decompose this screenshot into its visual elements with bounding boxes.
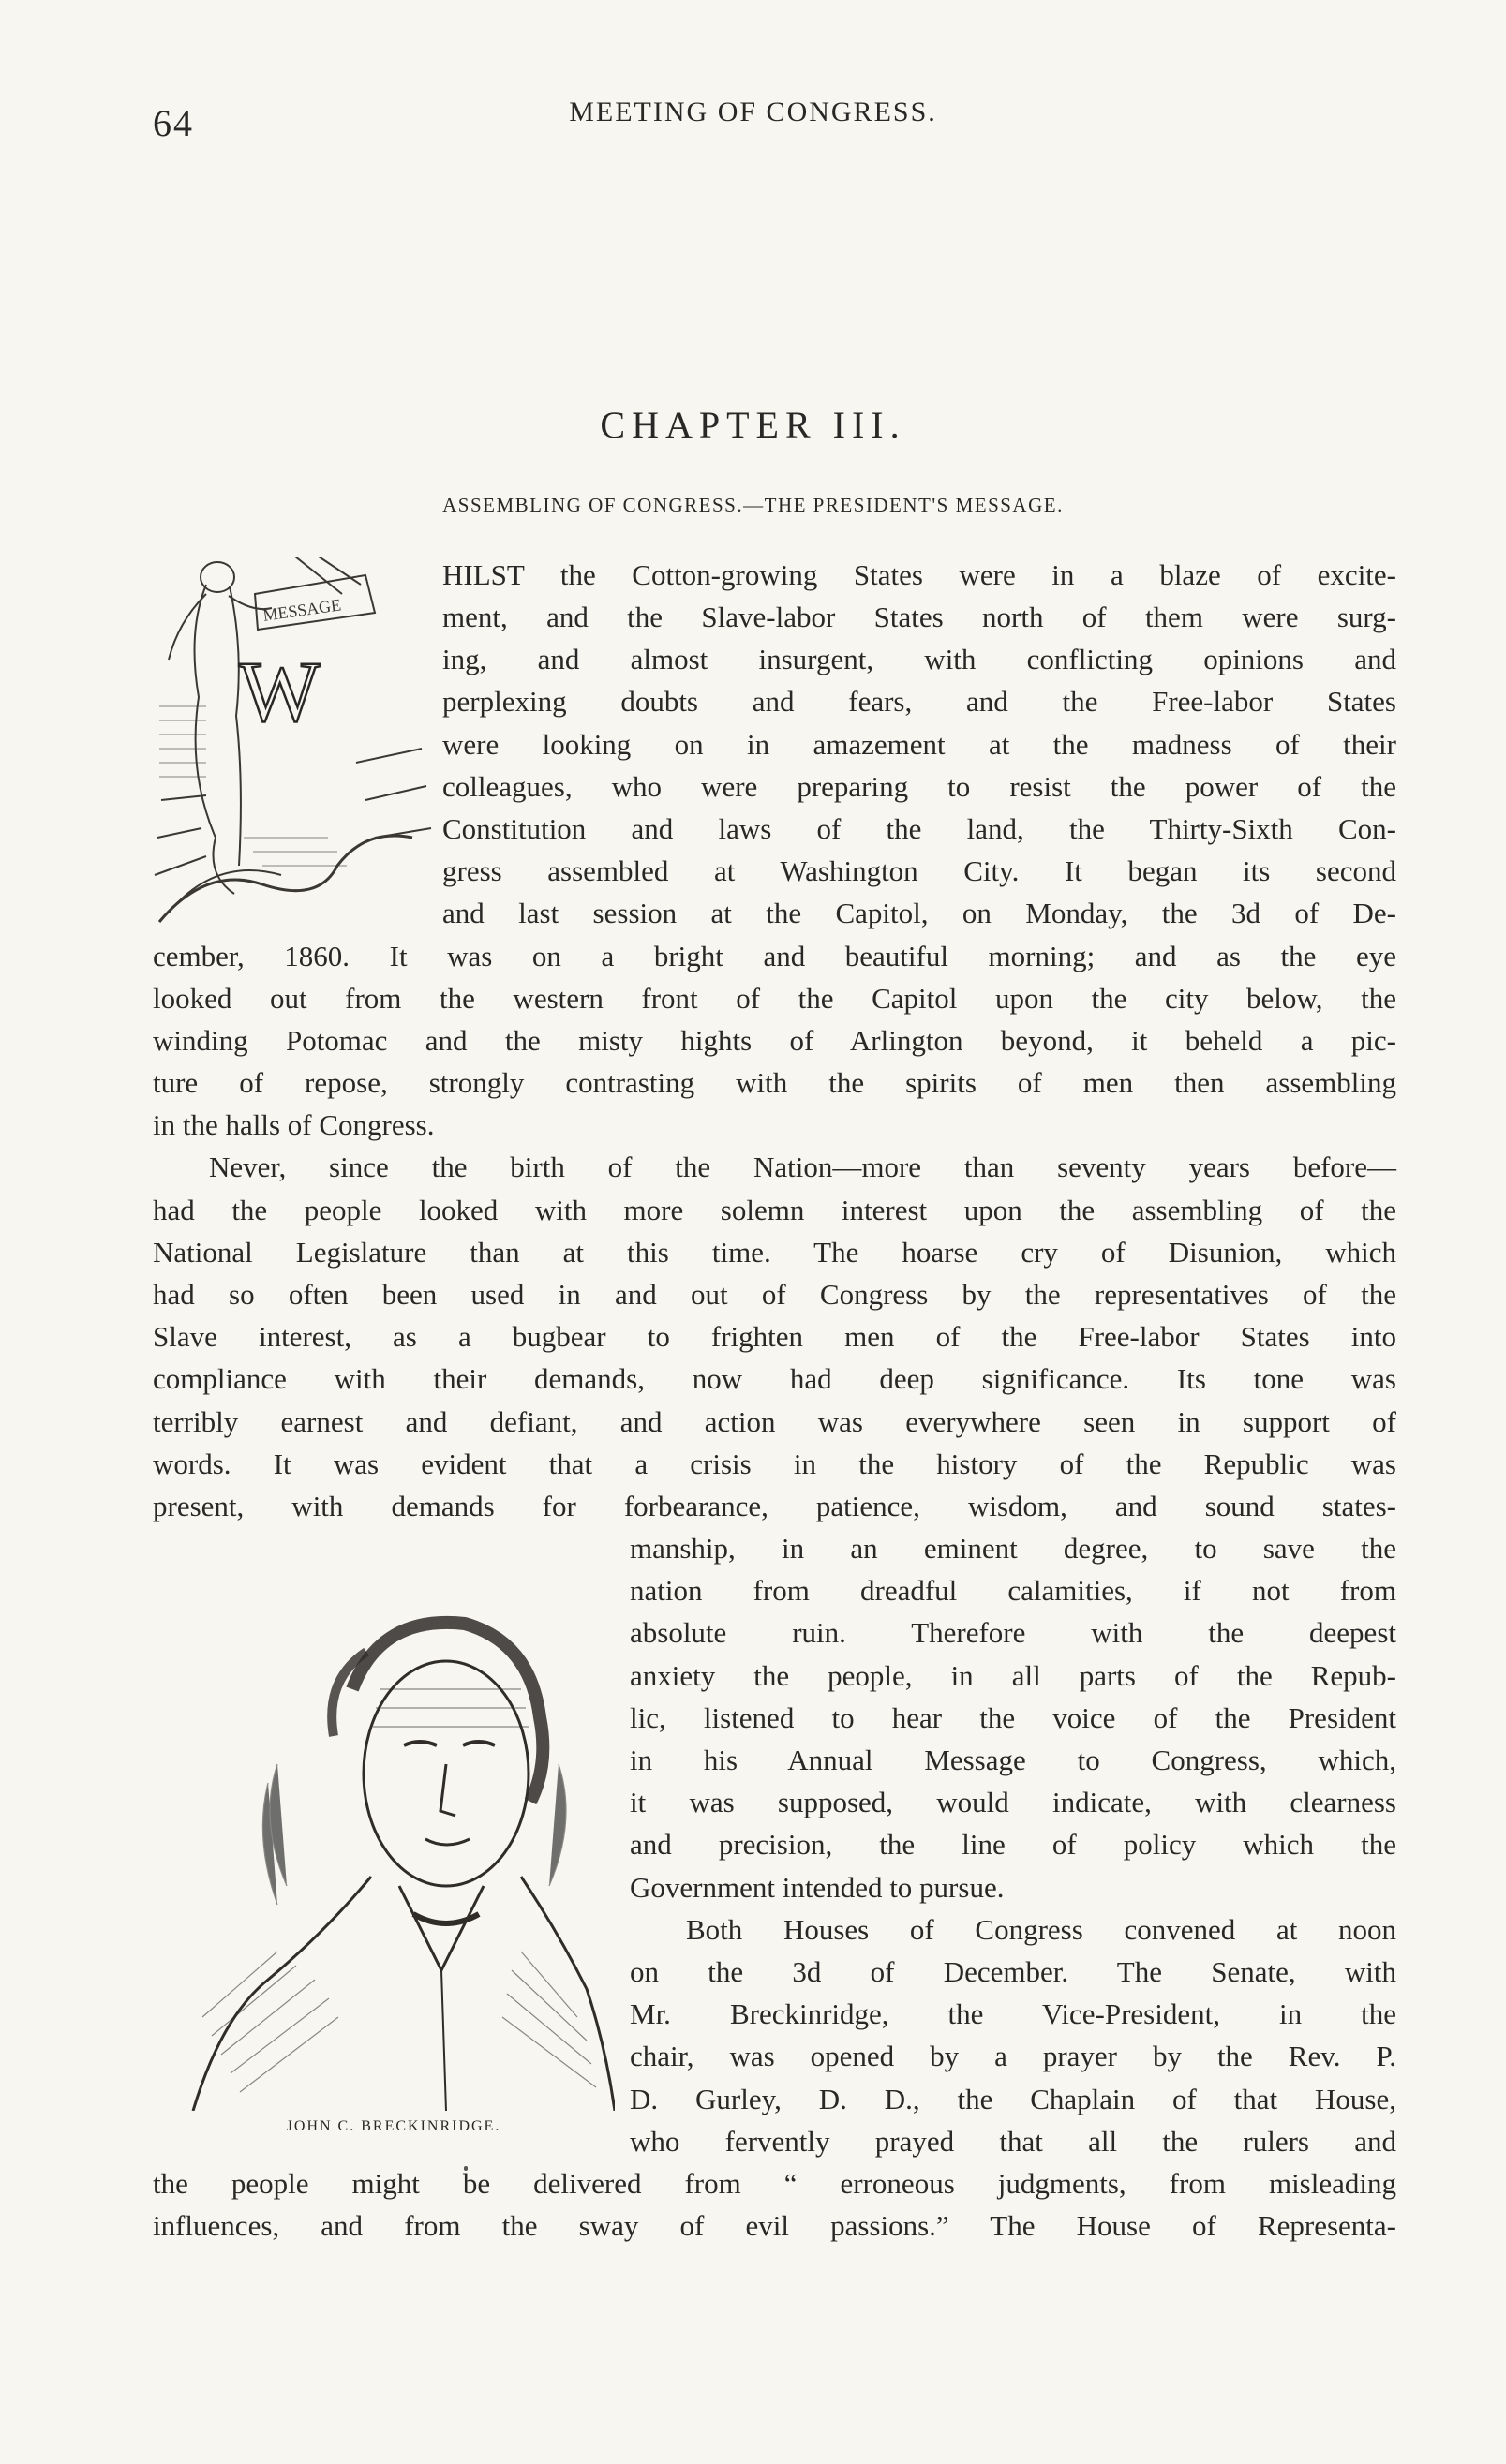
chapter-subtitle: ASSEMBLING OF CONGRESS.—THE PRESIDENT'S MESSAGE. [442, 494, 1064, 516]
drop-cap-letter: W [239, 644, 321, 739]
text-line: in his Annual Message to Congress, which, [630, 1744, 1396, 1776]
text-line: colleagues, who were preparing to resist the power of the [442, 770, 1396, 803]
text-line: anxiety the people, in all parts of the Repub- [630, 1659, 1396, 1692]
text-line: looked out from the western front of the Capitol upon the city below, the [153, 982, 1396, 1015]
running-head: MEETING OF CONGRESS. [569, 96, 937, 127]
text-line: had so often been used in and out of Congress by the representatives of the [153, 1278, 1396, 1311]
text-line: HILST the Cotton-growing States were in a blaze of excite- [442, 558, 1396, 591]
text-line: the people might be delivered from “ erroneous judgments, from misleading [153, 2167, 1396, 2200]
portrait-breckinridge [165, 1577, 615, 2111]
text-line: Mr. Breckinridge, the Vice-President, in the [630, 1997, 1396, 2030]
text-line: Never, since the birth of the Nation—more than seventy years before— [209, 1150, 1396, 1183]
drop-cap-sign: MESSAGE [261, 595, 343, 625]
text-line: who fervently prayed that all the rulers and [630, 2125, 1396, 2158]
text-line: compliance with their demands, now had deep significance. Its tone was [153, 1362, 1396, 1395]
text-line: lic, listened to hear the voice of the President [630, 1701, 1396, 1734]
text-line: National Legislature than at this time. The hoarse cry of Disunion, which [153, 1236, 1396, 1269]
text-line: on the 3d of December. The Senate, with [630, 1955, 1396, 1988]
text-line: absolute ruin. Therefore with the deepest [630, 1616, 1396, 1649]
text-line: influences, and from the sway of evil passions.” The House of Representa- [153, 2209, 1396, 2242]
text-line: chair, was opened by a prayer by the Rev. P. [630, 2040, 1396, 2072]
text-line: manship, in an eminent degree, to save the [630, 1532, 1396, 1565]
text-line: were looking on in amazement at the madness of their [442, 728, 1396, 761]
text-line: in the halls of Congress. [153, 1108, 435, 1141]
text-line: perplexing doubts and fears, and the Free-labor States [442, 685, 1396, 718]
text-line: present, with demands for forbearance, patience, wisdom, and sound states- [153, 1490, 1396, 1522]
text-line: had the people looked with more solemn interest upon the assembling of the [153, 1194, 1396, 1226]
text-line: gress assembled at Washington City. It began its second [442, 854, 1396, 887]
chapter-title: CHAPTER III. [600, 404, 906, 446]
text-line: words. It was evident that a crisis in the history of the Republic was [153, 1447, 1396, 1480]
text-line: D. Gurley, D. D., the Chaplain of that House, [630, 2083, 1396, 2115]
text-line: Both Houses of Congress convened at noon [686, 1913, 1396, 1946]
text-line: terribly earnest and defiant, and action was everywhere seen in support of [153, 1405, 1396, 1438]
text-line: Government intended to pursue. [630, 1871, 1005, 1904]
portrait-caption: JOHN C. BRECKINRIDGE. [286, 2118, 501, 2134]
text-line: ment, and the Slave-labor States north of them were surg- [442, 601, 1396, 633]
text-line: it was supposed, would indicate, with clearness [630, 1786, 1396, 1818]
drop-cap-illustration [150, 557, 433, 933]
page-number: 64 [153, 102, 194, 144]
text-line: Constitution and laws of the land, the Thirty-Sixth Con- [442, 812, 1396, 845]
text-line: ing, and almost insurgent, with conflicting opinions and [442, 643, 1396, 675]
text-line: winding Potomac and the misty hights of Arlington beyond, it beheld a pic- [153, 1024, 1396, 1057]
text-line: and precision, the line of policy which the [630, 1828, 1396, 1861]
text-line: ture of repose, strongly contrasting with the spirits of men then assembling [153, 1066, 1396, 1099]
text-line: nation from dreadful calamities, if not from [630, 1574, 1396, 1607]
text-line: cember, 1860. It was on a bright and beautiful morning; and as the eye [153, 940, 1396, 972]
text-line: and last session at the Capitol, on Monday, the 3d of De- [442, 897, 1396, 929]
text-line: Slave interest, as a bugbear to frighten men of the Free-labor States into [153, 1320, 1396, 1353]
